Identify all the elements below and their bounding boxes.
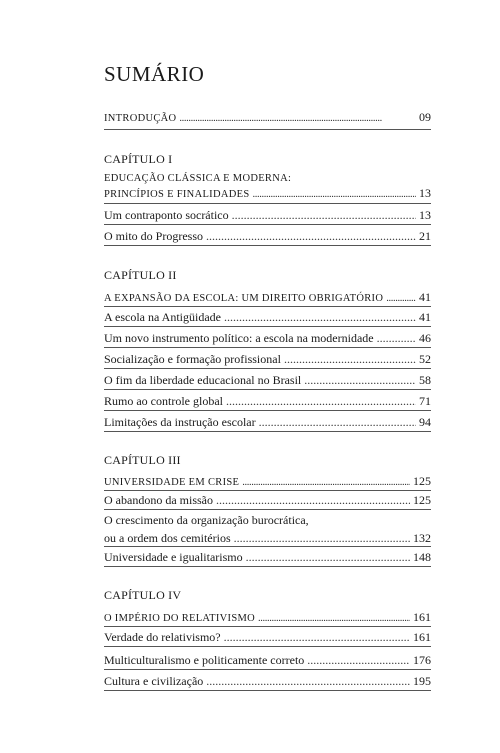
- toc-entry: [104, 513, 431, 545]
- toc-entry: [104, 474, 431, 490]
- dot-leader: [232, 208, 416, 222]
- toc-entry-text: Universidade e igualitarismo: [104, 550, 243, 564]
- entry-divider: [104, 566, 431, 567]
- toc-entry: [104, 653, 431, 667]
- toc-entry-page: 13: [419, 208, 431, 222]
- toc-entry-text: O abandono da missão: [104, 493, 213, 507]
- toc-entry-page: 41: [419, 290, 431, 304]
- chapter-heading: CAPÍTULO I: [104, 152, 173, 166]
- toc-entry: [104, 550, 431, 564]
- dot-leader: [179, 112, 416, 126]
- toc-entry-text: O IMPÉRIO DO RELATIVISMO: [104, 613, 255, 624]
- toc-entry-text: Rumo ao controle global: [104, 394, 223, 408]
- entry-divider: [104, 690, 431, 691]
- chapter-heading: CAPÍTULO II: [104, 268, 177, 282]
- entry-divider: [104, 490, 431, 491]
- toc-entry: [104, 229, 431, 243]
- entry-divider: [104, 646, 431, 647]
- toc-entry-page: 148: [413, 550, 431, 564]
- toc-entry-introduction: [104, 110, 431, 126]
- dot-leader: [224, 630, 410, 644]
- toc-entry-text: Um contraponto socrático: [104, 208, 229, 222]
- toc-entry-page: 125: [413, 474, 431, 488]
- toc-entry-text: A escola na Antigüidade: [104, 310, 221, 324]
- toc-entry: [104, 394, 431, 408]
- toc-entry-page: 52: [419, 352, 431, 366]
- toc-entry-page: 71: [419, 394, 431, 408]
- toc-entry-page: 176: [413, 653, 431, 667]
- dot-leader: [377, 331, 416, 345]
- toc-entry-text: O fim da liberdade educacional no Brasil: [104, 373, 302, 387]
- toc-entry: [104, 610, 431, 626]
- chapter-heading: CAPÍTULO IV: [104, 588, 182, 602]
- dot-leader: [226, 394, 416, 408]
- toc-entry-page: 09: [419, 110, 431, 124]
- dot-leader: [284, 352, 416, 366]
- entry-divider: [104, 306, 431, 307]
- toc-entry-page: 132: [413, 531, 431, 545]
- chapter-heading: CAPÍTULO III: [104, 453, 181, 467]
- toc-entry-line1: EDUCAÇÃO CLÁSSICA E MODERNA:: [104, 173, 292, 184]
- toc-entry-text: Socialização e formação profissional: [104, 352, 281, 366]
- toc-entry-page: 41: [419, 310, 431, 324]
- toc-entry-text: A EXPANSÃO DA ESCOLA: UM DIREITO OBRIGATÓRIO: [104, 293, 384, 304]
- toc-entry-line1: O crescimento da organização burocrática,: [104, 513, 309, 527]
- toc-entry-text: PRINCÍPIOS E FINALIDADES: [104, 189, 250, 200]
- entry-divider: [104, 326, 431, 327]
- dot-leader: [386, 292, 416, 306]
- dot-leader: [259, 415, 416, 429]
- dot-leader: [206, 674, 410, 688]
- toc-entry-page: 13: [419, 186, 431, 200]
- dot-leader: [216, 493, 410, 507]
- dot-leader: [234, 531, 410, 545]
- dot-leader: [246, 550, 410, 564]
- dot-leader: [224, 310, 416, 324]
- dot-leader: [252, 188, 416, 202]
- entry-divider: [104, 368, 431, 369]
- toc-entry: [104, 172, 431, 202]
- entry-divider: [104, 626, 431, 627]
- toc-entry-text: ou a ordem dos cemitérios: [104, 531, 231, 545]
- entry-divider: [104, 546, 431, 547]
- dot-leader: [206, 229, 416, 243]
- toc-entry: [104, 415, 431, 429]
- toc-entry-text: Um novo instrumento político: a escola na modernidade: [104, 331, 374, 345]
- toc-entry: [104, 373, 431, 387]
- toc-entry: [104, 493, 431, 507]
- page-title: SUMÁRIO: [104, 62, 205, 86]
- toc-entry-text: INTRODUÇÃO: [104, 113, 177, 124]
- toc-entry: [104, 352, 431, 366]
- toc-entry-page: 161: [413, 630, 431, 644]
- toc-entry-text: O mito do Progresso: [104, 229, 203, 243]
- entry-divider: [104, 410, 431, 411]
- toc-entry-page: 125: [413, 493, 431, 507]
- toc-entry-text: UNIVERSIDADE EM CRISE: [104, 477, 240, 488]
- entry-divider: [104, 669, 431, 670]
- entry-divider: [104, 203, 431, 204]
- toc-entry: [104, 208, 431, 222]
- toc-entry-page: 58: [419, 373, 431, 387]
- toc-entry-text: Multiculturalismo e politicamente correto: [104, 653, 305, 667]
- dot-leader: [307, 653, 410, 667]
- entry-divider: [104, 347, 431, 348]
- entry-divider: [104, 245, 431, 246]
- toc-entry-text: Verdade do relativismo?: [104, 630, 221, 644]
- dot-leader: [258, 612, 410, 626]
- entry-divider: [104, 224, 431, 225]
- toc-entry-text: Cultura e civilização: [104, 674, 204, 688]
- toc-entry-page: 161: [413, 610, 431, 624]
- entry-divider: [104, 129, 431, 130]
- toc-entry-page: 195: [413, 674, 431, 688]
- toc-entry-page: 94: [419, 415, 431, 429]
- entry-divider: [104, 389, 431, 390]
- toc-entry: [104, 674, 431, 688]
- toc-entry-text: Limitações da instrução escolar: [104, 415, 256, 429]
- toc-entry: [104, 331, 431, 345]
- dot-leader: [304, 373, 416, 387]
- toc-entry-page: 46: [419, 331, 431, 345]
- dot-leader: [242, 476, 410, 490]
- toc-entry: [104, 290, 431, 306]
- toc-entry: [104, 630, 431, 644]
- entry-divider: [104, 431, 431, 432]
- toc-entry: [104, 310, 431, 324]
- toc-entry-page: 21: [419, 229, 431, 243]
- entry-divider: [104, 509, 431, 510]
